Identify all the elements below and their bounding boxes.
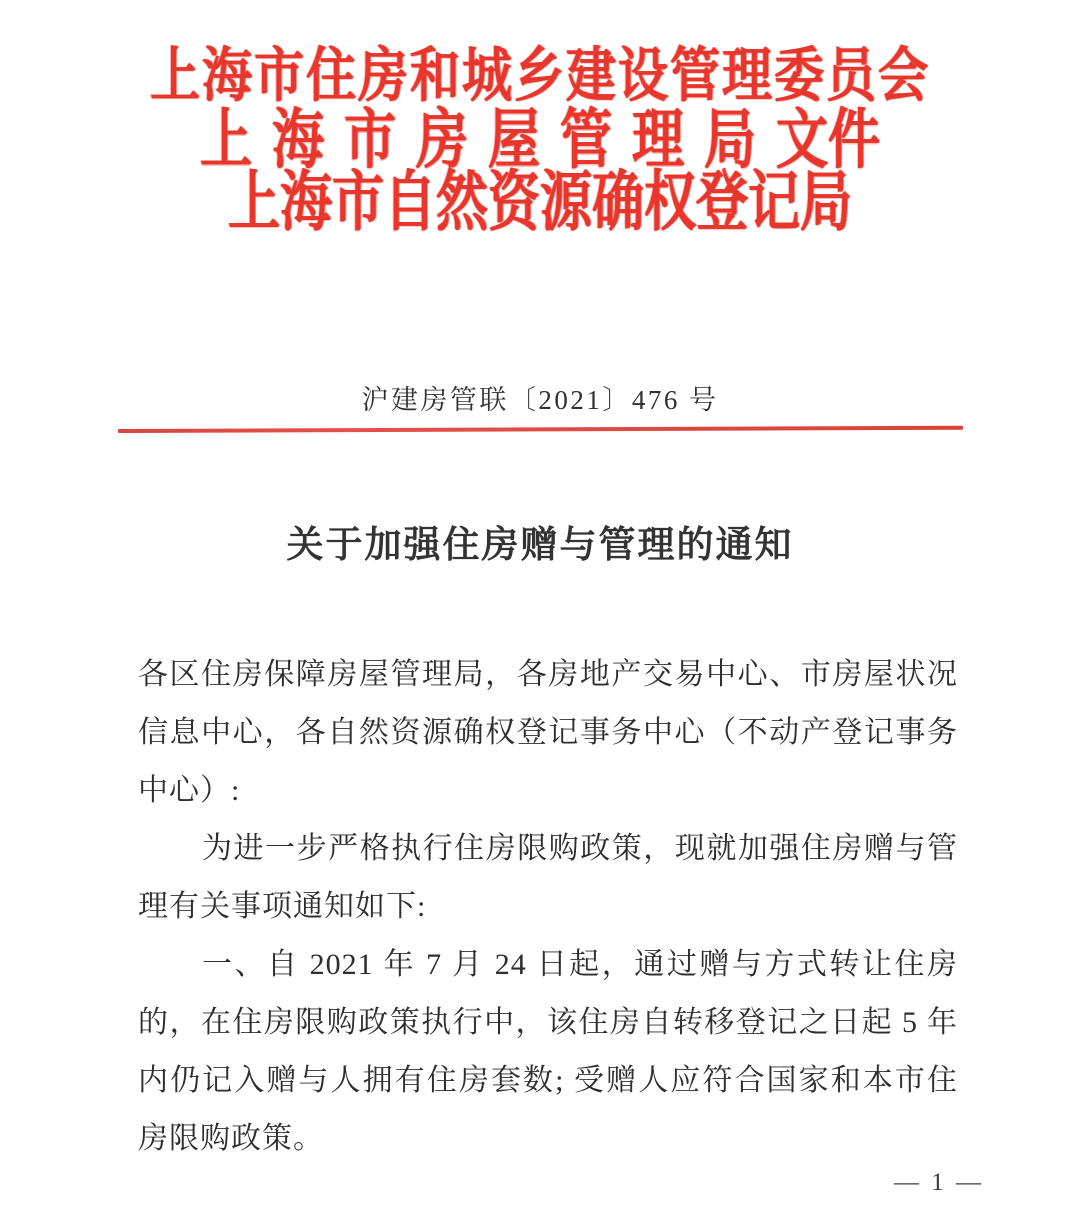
issuing-authority-line-2-agency: 上海市房屋管理局 [199, 105, 776, 177]
page-title: 关于加强住房赠与管理的通知 [286, 524, 794, 565]
salutation-paragraph: 各区住房保障房屋管理局，各房地产交易中心、市房屋状况信息中心，各自然资源确权登记事务中心（不动产登记事务中心）: [138, 658, 958, 807]
document-body [138, 646, 958, 1168]
red-divider-rule [118, 426, 963, 433]
document-number: 沪建房管联〔2021〕476 号 [361, 385, 719, 415]
issuing-authority-line-2-doctype: 文件 [776, 105, 881, 177]
body-paragraph-1: 为进一步严格执行住房限购政策，现就加强住房赠与管理有关事项通知如下: [138, 832, 958, 923]
issuing-authority-line-1: 上海市住房和城乡建设管理委员会 [150, 42, 930, 109]
page-number: — 1 — [894, 1169, 984, 1196]
issuing-authority-line-3: 上海市自然资源确权登记局 [227, 167, 852, 240]
masthead [0, 42, 1080, 240]
issuing-authority-line-2 [0, 105, 1080, 177]
body-article-1: 一、自 2021 年 7 月 24 日起，通过赠与方式转让住房的，在住房限购政策执行中，该住房自转移登记之日起 5 年内仍记入赠与人拥有住房套数; 受赠人应符合国家和本市住房限购政策。 [138, 948, 958, 1155]
